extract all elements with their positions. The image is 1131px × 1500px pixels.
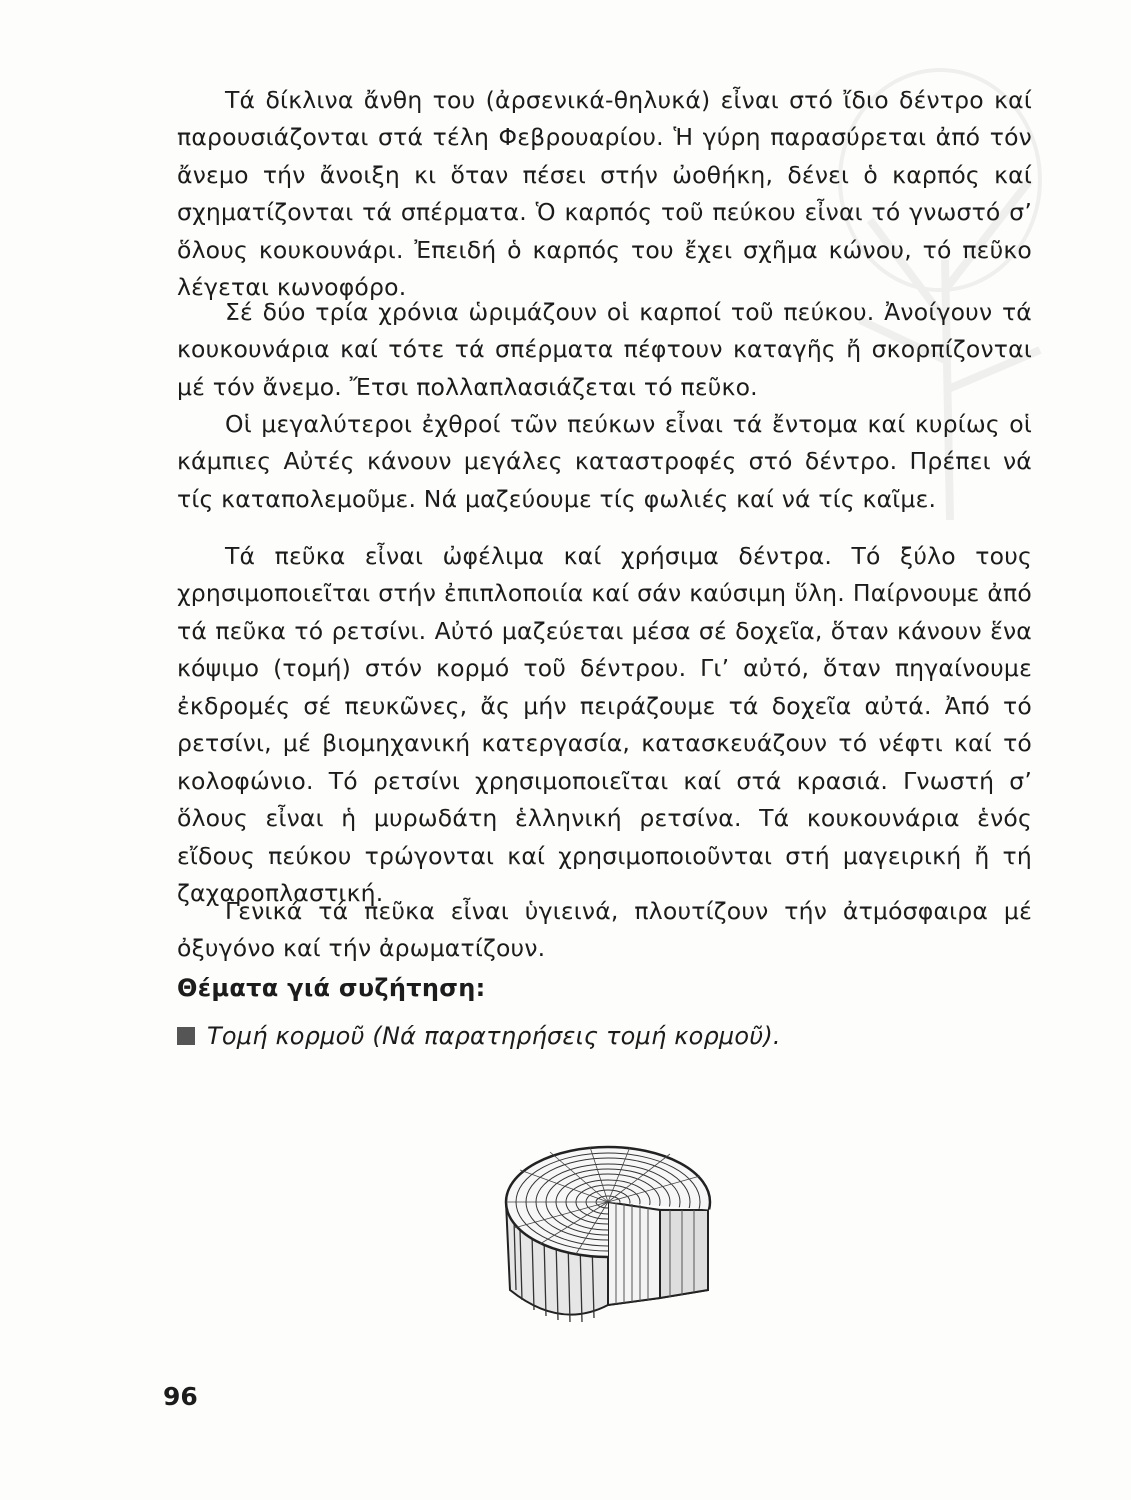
- trunk-cross-section-illustration: [500, 1140, 715, 1355]
- square-bullet-icon: [177, 1027, 195, 1045]
- discussion-item: [177, 1022, 781, 1050]
- discussion-item-text: Τομή κορμοῦ (Νά παρατηρήσεις τομή κορμοῦ).: [207, 1022, 781, 1050]
- discussion-heading: Θέματα γιά συζήτηση:: [177, 974, 486, 1002]
- paragraph-pine-health-benefits: Γενικά τά πεῦκα εἶναι ὑγιεινά, πλουτίζουν τήν ἀτμόσφαιρα μέ ὀξυγόνο καί τήν ἀρωματίζουν.: [177, 896, 1032, 962]
- paragraph-seed-dispersal: Σέ δύο τρία χρόνια ὡριμάζουν οἱ καρποί τοῦ πεύκου. Ἀνοίγουν τά κουκουνάρια καί τότε τά σπέρματα πέφτουν καταγῆς ἤ σκορπίζονται μέ τόν ἄνεμο. Ἔτσι πολλαπλασιάζεται τό πεῦκο.: [177, 297, 1032, 401]
- page-number: 96: [163, 1382, 198, 1411]
- paragraph-pine-uses: Τά πεῦκα εἶναι ὠφέλιμα καί χρήσιμα δέντρα. Τό ξύλο τους χρησιμοποιεῖται στήν ἐπιπλοποιία καί σάν καύσιμη ὕλη. Παίρνουμε ἀπό τά πεῦκα τό ρετσίνι. Αὐτό μαζεύεται μέσα σέ δοχεῖα, ὅταν κάνουν ἕνα κόψιμο (τομή) στόν κορμό τοῦ δέντρου. Γι’ αὐτό, ὅταν πηγαίνουμε ἐκδρομές σέ πευκῶνες, ἄς μήν πειράζουμε τά δοχεῖα αὐτά. Ἀπό τό ρετσίνι, μέ βιομηχανική κατεργασία, κατασκευάζουν τό νέφτι καί τό κολοφώνιο. Τό ρετσίνι χρησιμοποιεῖται καί στά κρασιά. Γνωστή σ’ ὅλους εἶναι ἡ μυρωδάτη ἑλληνική ρετσίνα. Τά κουκουνάρια ἑνός εἴδους πεύκου τρώγονται καί χρησιμοποιοῦνται στή μαγειρική ἤ τή ζαχαροπλαστική.: [177, 541, 1032, 907]
- paragraph-pine-enemies: Οἱ μεγαλύτεροι ἐχθροί τῶν πεύκων εἶναι τά ἔντομα καί κυρίως οἱ κάμπιες Αὐτές κάνουν μεγάλες καταστροφές στό δέντρο. Πρέπει νά τίς καταπολεμοῦμε. Νά μαζεύουμε τίς φωλιές καί νά τίς καῖμε.: [177, 409, 1032, 513]
- paragraph-flowers-and-cones: Τά δίκλινα ἄνθη του (ἀρσενικά-θηλυκά) εἶναι στό ἴδιο δέντρο καί παρουσιάζονται στά τέλη Φεβρουαρίου. Ἡ γύρη παρασύρεται ἀπό τόν ἄνεμο τήν ἄνοιξη κι ὅταν πέσει στήν ὠοθήκη, δένει ὁ καρπός καί σχηματίζονται τά σπέρματα. Ὁ καρπός τοῦ πεύκου εἶναι τό γνωστό σ’ ὅλους κουκουνάρι. Ἐπειδή ὁ καρπός του ἔχει σχῆμα κώνου, τό πεῦκο λέγεται κωνοφόρο.: [177, 85, 1032, 301]
